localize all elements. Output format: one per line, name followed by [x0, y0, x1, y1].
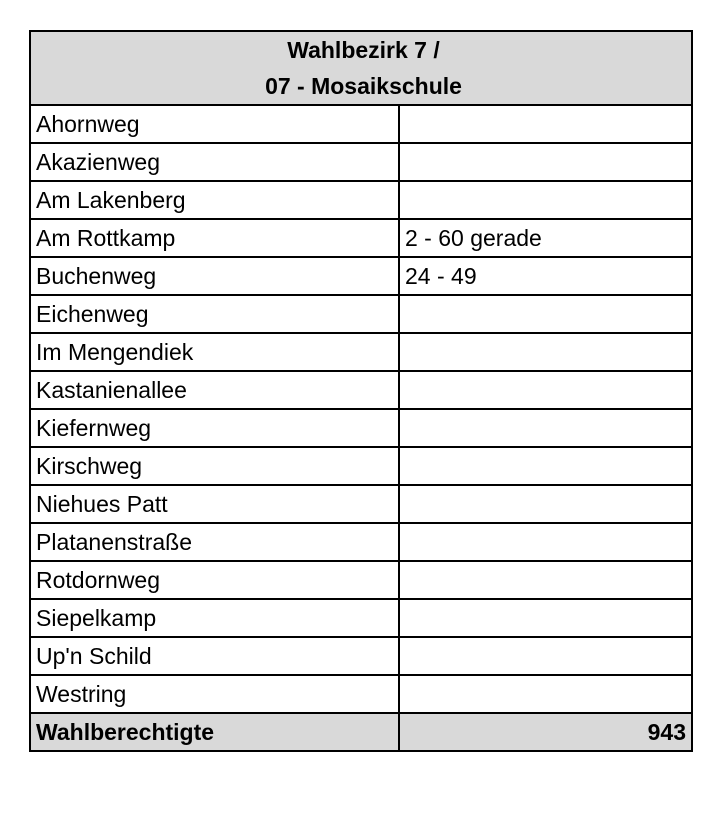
street-name: Platanenstraße	[30, 523, 399, 561]
house-number-range	[399, 295, 692, 333]
table-row	[30, 295, 692, 333]
table-row	[30, 105, 692, 143]
house-number-range	[399, 485, 692, 523]
table-row	[30, 181, 692, 219]
table-row	[30, 143, 692, 181]
table-row	[30, 485, 692, 523]
street-name: Im Mengendiek	[30, 333, 399, 371]
street-name: Westring	[30, 675, 399, 713]
street-list	[30, 105, 692, 713]
district-title	[30, 31, 692, 105]
table-row	[30, 561, 692, 599]
house-number-range	[399, 561, 692, 599]
house-number-range	[399, 409, 692, 447]
street-name: Up'n Schild	[30, 637, 399, 675]
street-name: Ahornweg	[30, 105, 399, 143]
header-row	[30, 31, 692, 105]
table-row	[30, 371, 692, 409]
street-name: Am Lakenberg	[30, 181, 399, 219]
district-table	[29, 30, 693, 752]
street-name: Am Rottkamp	[30, 219, 399, 257]
street-name: Kastanienallee	[30, 371, 399, 409]
house-number-range	[399, 371, 692, 409]
table-row	[30, 447, 692, 485]
street-name: Eichenweg	[30, 295, 399, 333]
table-row	[30, 637, 692, 675]
house-number-range	[399, 105, 692, 143]
street-name: Rotdornweg	[30, 561, 399, 599]
house-number-range	[399, 637, 692, 675]
table-row	[30, 333, 692, 371]
house-number-range	[399, 599, 692, 637]
total-label: Wahlberechtigte	[30, 713, 399, 751]
street-name: Kiefernweg	[30, 409, 399, 447]
house-number-range	[399, 675, 692, 713]
house-number-range: 2 - 60 gerade	[399, 219, 692, 257]
district-sheet	[29, 30, 691, 752]
street-name: Niehues Patt	[30, 485, 399, 523]
house-number-range	[399, 447, 692, 485]
table-row	[30, 523, 692, 561]
district-title-line-1: Wahlbezirk 7 /	[287, 37, 440, 63]
street-name: Kirschweg	[30, 447, 399, 485]
table-row	[30, 599, 692, 637]
house-number-range: 24 - 49	[399, 257, 692, 295]
table-row	[30, 409, 692, 447]
table-row	[30, 675, 692, 713]
house-number-range	[399, 181, 692, 219]
house-number-range	[399, 523, 692, 561]
house-number-range	[399, 143, 692, 181]
street-name: Siepelkamp	[30, 599, 399, 637]
table-row	[30, 219, 692, 257]
total-row	[30, 713, 692, 751]
house-number-range	[399, 333, 692, 371]
street-name: Buchenweg	[30, 257, 399, 295]
total-value: 943	[399, 713, 692, 751]
table-row	[30, 257, 692, 295]
district-title-line-2: 07 - Mosaikschule	[265, 73, 462, 99]
street-name: Akazienweg	[30, 143, 399, 181]
